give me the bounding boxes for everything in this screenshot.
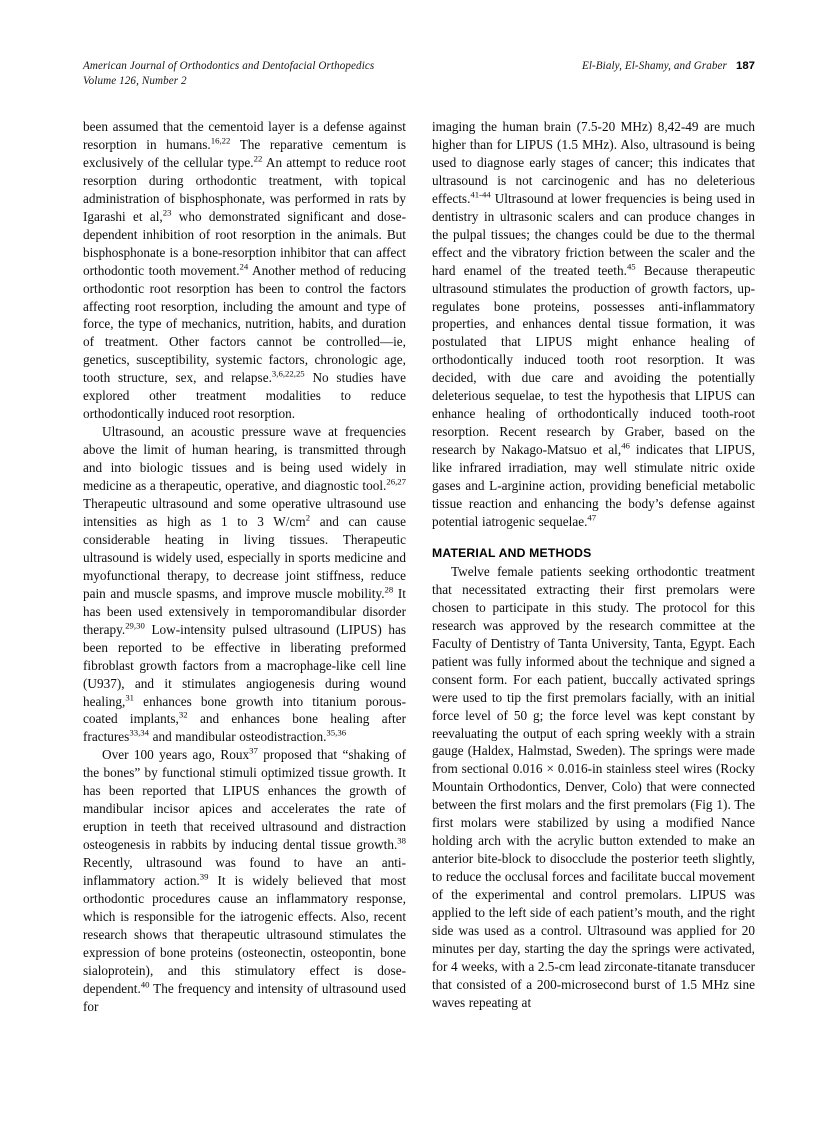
running-head bbox=[83, 59, 755, 90]
section-heading-material-and-methods: MATERIAL AND METHODS bbox=[432, 545, 592, 560]
journal-title: American Journal of Orthodontics and Dentofacial Orthopedics bbox=[83, 60, 375, 72]
paragraph-ultrasound-definition: Ultrasound, an acoustic pressure wave at frequencies above the limit of human hearing, is transmitted through and into biologic tissues and is being used widely in medicine as a therapeutic, operative, and diagnostic tool.$^{26,27}$ Therapeutic ultrasound and some operative ultrasound use intensities as high as 1 to 3 $W/cm^2$ and can cause considerable heating in living tissues. Therapeutic ultrasound is widely used, especially in sports medicine and myofunctional therapy, to decrease joint stiffness, reduce pain and muscle spasms, and improve muscle mobility.$^{28}$ It has been used extensively in temporomandibular disorder therapy.$^{29,30}$ Low-intensity pulsed ultrasound (LIPUS) has been reported to be effective in liberating preformed fibroblast growth factors from a macrophage-like cell line (U937), and it stimulates angiogenesis during wound healing,$^{31}$ enhances bone growth into titanium porous-coated implants,$^{32}$ and enhances bone healing after fractures$^{33,34}$ and mandibular osteodistraction.$^{35,36}$ bbox=[83, 424, 406, 745]
paragraph-roux: Over 100 years ago, Roux$^{37}$ proposed that “shaking of the bones” by functional stimuli optimized tissue growth. It has been reported that LIPUS enhances the growth of mandibular incisor apices and accelerates the rate of eruption in teeth that received ultrasound and distraction osteogenesis in rabbits by inducing dental tissue growth.$^{38}$ Recently, ultrasound was found to have an anti-inflammatory action.$^{39}$ It is widely believed that most orthodontic procedures cause an inflammatory response, which is responsible for the iatrogenic effects. Also, recent research shows that therapeutic ultrasound stimulates the expression of bone proteins (osteonectin, osteopontin, bone sialoprotein), and this stimulatory effect is dose-dependent.$^{40}$ The frequency and intensity of ultrasound used for bbox=[83, 745, 406, 1014]
page-number: 187 bbox=[735, 60, 755, 72]
volume-number: Volume 126, Number 2 bbox=[83, 75, 187, 88]
paragraph-methods-patients: Twelve female patients seeking orthodontic treatment that necessitated extracting their first premolars were chosen to participate in this study. The protocol for this research was approved by the research committee at the Faculty of Dentistry of Tanta University, Tanta, Egypt. Each patient was fully informed about the technique and signed a consent form. For each patient, buccally activated springs were used to tip the first premolars facially, with an initial force level of 50 g; the force level was kept constant by reevaluating the output of each spring weekly with a strain gauge (Haldex, Halmstad, Sweden). The springs were made from sectional 0.016 × 0.016-in stainless steel wires (Rocky Mountain Orthodontics, Denver, Colo) that were connected between the first molars and the first premolars (Fig 1). The first molars were stabilized by using a modified Nance holding arch with the acrylic button extended to make an anterior bite-block to disocclude the posterior teeth slightly, to reduce the occlusal forces and facilitate buccal movement of the experimental and control premolars. LIPUS was applied to the left side of each patient’s mouth, and the right side was used as a control. Ultrasound was applied for 20 minutes per day, starting the day the springs were activated, for 4 weeks, with a 2.5-cm lead zirconate-titanate transducer that consisted of a 200-microsecond burst of 1.5 MHz sine waves repeating at bbox=[432, 563, 755, 1010]
author-names: El-Bialy, El-Shamy, and Graber bbox=[581, 60, 727, 72]
body-columns bbox=[83, 118, 755, 1070]
paragraph-imaging-continued: imaging the human brain (7.5-20 MHz) 8,42-49 are much higher than for LIPUS (1.5 MHz). Also, ultrasound is being used to diagnose early stages of cancer; this indicates that ultrasound is not carcinogenic and has no deleterious effects.$^{41-44}$ Ultrasound at lower frequencies is being used in dentistry in ultrasonic scalers and can produce changes in the pulpal tissues; the changes could be due to the thermal effect and the vibratory friction between the scaler and the hard enamel of the treated teeth.$^{45}$ Because therapeutic ultrasound stimulates the production of growth factors, up-regulates bone proteins, possesses anti-inflammatory properties, and enhances dental tissue formation, it was postulated that LIPUS might enhance healing of orthodontically induced tooth root resorption. It was decided, with due care and avoiding the potentially deleterious sequelae, to test the hypothesis that LIPUS can enhance healing of orthodontically induced tooth-root resorption. Recent research by Graber, based on the research by Nakago-Matsuo et al,$^{46}$ indicates that LIPUS, like infrared irradiation, may well stimulate nitric oxide gases and L-arginine action, providing beneficial metabolic tissue reaction and enhancing the body’s defense against potential iatrogenic sequelae.$^{47}$ bbox=[432, 119, 756, 529]
right-column bbox=[432, 118, 755, 1070]
left-column bbox=[83, 118, 406, 1070]
running-head-right bbox=[582, 59, 755, 74]
paragraph-cementoid-continued: been assumed that the cementoid layer is a defense against resorption in humans.$^{16,22}$ The reparative cementum is exclusively of the cellular type.$^{22}$ An attempt to reduce root resorption during orthodontic treatment, with topical administration of bisphosphonate, was performed in rats by Igarashi et al,$^{23}$ who demonstrated significant and dose-dependent inhibition of root resorption in the animals. But bisphosphonate is a bone-resorption inhibitor that can affect orthodontic tooth movement.$^{24}$ Another method of reducing orthodontic root resorption has been to control the factors affecting root resorption, including the amount and type of force, the type of mechanics, nutrition, habits, and duration of treatment. Other factors cannot be controlled—ie, genetics, susceptibility, systemic factors, chronologic age, tooth structure, sex, and relapse.$^{3,6,22,25}$ No studies have explored other treatment modalities to reduce orthodontically induced root resorption. bbox=[83, 119, 407, 422]
running-head-left bbox=[83, 59, 374, 90]
